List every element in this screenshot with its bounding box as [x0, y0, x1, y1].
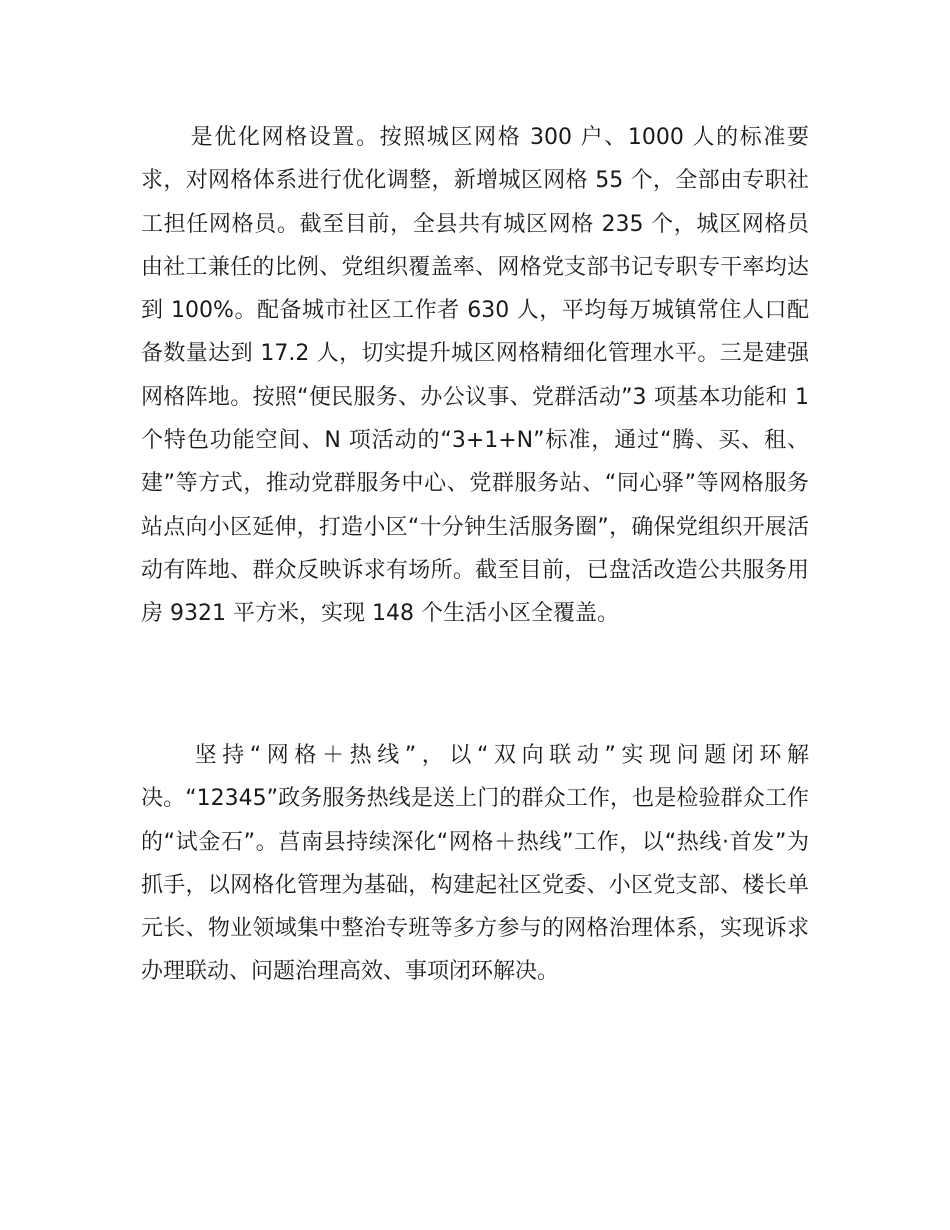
paragraph-text: 是优化网格设置。按照城区网格 300 户、1000 人的标准要求，对网格体系进行优化调整，新增城区网格 55 个，全部由专职社工担任网格员。截至目前，全县共有城区网格 235 个，城区网格员由社工兼任的比例、党组织覆盖率、网格党支部书记专职专干率均达到 100%。配备城市社区工作者 630 人，平均每万城镇常住人口配备数量达到 17.2 人，切实提升城区网格精细化管理水平。三是建强网格阵地。按照“便民服务、办公议事、党群活动”3 项基本功能和 1 个特色功能空间、N 项活动的“3+1+N”标准，通过“腾、买、租、建”等方式，推动党群服务中心、党群服务站、“同心驿”等网格服务站点向小区延伸，打造小区“十分钟生活服务圈”，确保党组织开展活动有阵地、群众反映诉求有场所。截至目前，已盘活改造公共服务用房 9321 平方米，实现 148 个生活小区全覆盖。 — [141, 125, 809, 627]
paragraph-grid-setup — [141, 116, 809, 636]
paragraph-grid-hotline — [141, 734, 809, 994]
paragraph-text: 坚持“网格＋热线”，以“双向联动”实现问题闭环解决。“12345”政务服务热线是送上门的群众工作，也是检验群众工作的“试金石”。莒南县持续深化“网格＋热线”工作，以“热线·首发”为抓手，以网格化管理为基础，构建起社区党委、小区党支部、楼长单元长、物业领域集中整治专班等多方参与的网格治理体系，实现诉求办理联动、问题治理高效、事项闭环解决。 — [141, 743, 809, 985]
